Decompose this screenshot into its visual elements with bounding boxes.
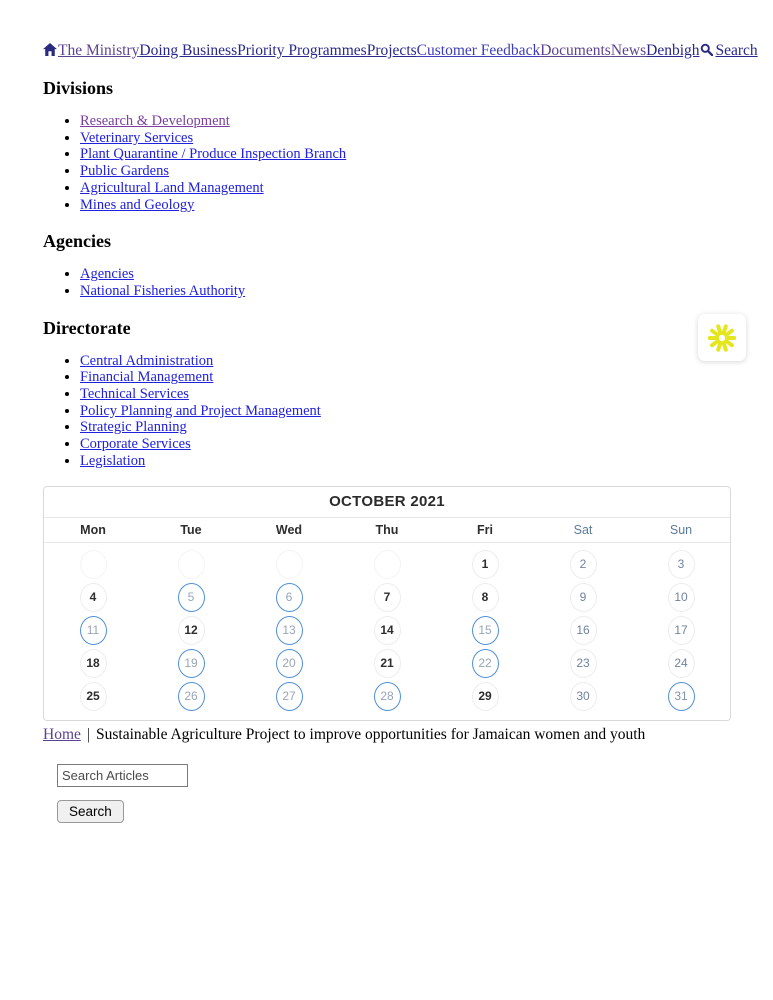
day-4: 4 xyxy=(80,583,107,612)
link-national-fisheries-authority[interactable]: National Fisheries Authority xyxy=(80,282,246,299)
home-icon xyxy=(43,43,57,56)
nav-link-priority-programmes[interactable]: Priority Programmes xyxy=(237,42,367,59)
link-mines-and-geology[interactable]: Mines and Geology xyxy=(80,196,195,213)
link-agricultural-land-management[interactable]: Agricultural Land Management xyxy=(80,179,264,196)
list-item xyxy=(80,386,730,403)
calendar-weekday-header xyxy=(44,518,730,543)
day-22[interactable]: 22 xyxy=(472,649,499,678)
breadcrumb-page-title: Sustainable Agriculture Project to improve opportunities for Jamaican women and youth xyxy=(96,725,646,743)
link-technical-services[interactable]: Technical Services xyxy=(80,386,189,403)
weekday-thu: Thu xyxy=(375,522,399,537)
day-25: 25 xyxy=(80,682,107,711)
link-strategic-planning[interactable]: Strategic Planning xyxy=(80,419,187,436)
list-item xyxy=(80,180,730,197)
calendar-cell xyxy=(534,680,632,713)
nav-link-projects[interactable]: Projects xyxy=(366,42,417,59)
day-1: 1 xyxy=(472,550,499,579)
nav-link-doing-business[interactable]: Doing Business xyxy=(139,42,238,59)
day-28[interactable]: 28 xyxy=(374,682,401,711)
day-23: 23 xyxy=(570,649,597,678)
day-17: 17 xyxy=(668,616,695,645)
calendar-cell xyxy=(338,548,436,581)
section-heading: Directorate xyxy=(43,317,131,338)
calendar-cell xyxy=(632,581,730,614)
nav-link-customer-feedback[interactable]: Customer Feedback xyxy=(416,42,541,59)
calendar-cell xyxy=(436,680,534,713)
day-19[interactable]: 19 xyxy=(178,649,205,678)
nav-link-documents[interactable]: Documents xyxy=(540,42,611,59)
search-icon xyxy=(700,43,713,56)
link-central-administration[interactable]: Central Administration xyxy=(80,352,214,369)
section-link-list xyxy=(43,113,730,213)
day-15[interactable]: 15 xyxy=(472,616,499,645)
calendar-cell xyxy=(338,647,436,680)
day-empty xyxy=(80,550,107,579)
calendar-cell xyxy=(142,548,240,581)
calendar-cell xyxy=(534,548,632,581)
day-2: 2 xyxy=(570,550,597,579)
list-item xyxy=(80,113,730,130)
day-29: 29 xyxy=(472,682,499,711)
link-legislation[interactable]: Legislation xyxy=(80,452,146,469)
day-18: 18 xyxy=(80,649,107,678)
day-7: 7 xyxy=(374,583,401,612)
calendar-cell xyxy=(436,614,534,647)
nav-link-news[interactable]: News xyxy=(610,42,647,59)
day-31[interactable]: 31 xyxy=(668,682,695,711)
calendar-cell xyxy=(436,548,534,581)
calendar-cell xyxy=(142,581,240,614)
day-empty xyxy=(276,550,303,579)
link-plant-quarantine-produce-inspection-branch[interactable]: Plant Quarantine / Produce Inspection Branch xyxy=(80,146,347,163)
calendar-cell xyxy=(44,680,142,713)
nav-link-search[interactable]: Search xyxy=(700,42,758,59)
nav-link-the-ministry[interactable]: The Ministry xyxy=(58,42,140,59)
sections xyxy=(43,78,730,470)
section-heading: Divisions xyxy=(43,78,114,98)
section-divisions xyxy=(43,78,730,213)
day-3: 3 xyxy=(668,550,695,579)
calendar-cell xyxy=(240,548,338,581)
list-item xyxy=(80,419,730,436)
link-financial-management[interactable]: Financial Management xyxy=(80,369,214,386)
section-link-list xyxy=(43,353,730,470)
link-agencies[interactable]: Agencies xyxy=(80,266,134,283)
link-veterinary-services[interactable]: Veterinary Services xyxy=(80,129,194,146)
primary-nav-links xyxy=(58,42,758,59)
link-corporate-services[interactable]: Corporate Services xyxy=(80,436,191,453)
calendar-cell xyxy=(534,647,632,680)
calendar-cell xyxy=(436,581,534,614)
day-20[interactable]: 20 xyxy=(276,649,303,678)
calendar-cell xyxy=(632,614,730,647)
calendar-cell xyxy=(240,581,338,614)
calendar-week-row xyxy=(44,548,730,581)
day-27[interactable]: 27 xyxy=(276,682,303,711)
search-input[interactable] xyxy=(57,764,188,787)
calendar-cell xyxy=(44,581,142,614)
list-item xyxy=(80,436,730,453)
calendar-cell xyxy=(436,647,534,680)
day-14: 14 xyxy=(374,616,401,645)
floating-widget-button[interactable] xyxy=(698,314,746,361)
calendar-cell xyxy=(44,614,142,647)
list-item xyxy=(80,197,730,214)
calendar-cell xyxy=(44,647,142,680)
calendar-cell xyxy=(534,614,632,647)
weekday-fri: Fri xyxy=(477,522,493,537)
calendar-cell xyxy=(142,647,240,680)
day-9: 9 xyxy=(570,583,597,612)
calendar-cell xyxy=(142,614,240,647)
asterisk-icon xyxy=(708,324,736,352)
list-item xyxy=(80,369,730,386)
calendar-week-row xyxy=(44,680,730,713)
day-10: 10 xyxy=(668,583,695,612)
day-empty xyxy=(178,550,205,579)
section-heading: Agencies xyxy=(43,231,111,252)
search-button[interactable]: Search xyxy=(57,800,124,823)
nav-link-denbigh[interactable]: Denbigh xyxy=(646,42,700,59)
calendar-cell xyxy=(632,548,730,581)
calendar-cell xyxy=(338,581,436,614)
list-item xyxy=(80,130,730,147)
day-5[interactable]: 5 xyxy=(178,583,205,612)
list-item xyxy=(80,403,730,420)
day-6[interactable]: 6 xyxy=(276,583,303,612)
weekday-wed: Wed xyxy=(275,522,303,537)
calendar-cell xyxy=(534,581,632,614)
day-26[interactable]: 26 xyxy=(178,682,205,711)
calendar-cell xyxy=(240,614,338,647)
calendar-week-row xyxy=(44,614,730,647)
weekday-mon: Mon xyxy=(80,522,106,537)
list-item xyxy=(80,353,730,370)
calendar-cell xyxy=(632,647,730,680)
calendar-cell xyxy=(44,548,142,581)
weekday-tue: Tue xyxy=(180,522,202,537)
link-policy-planning-and-project-management[interactable]: Policy Planning and Project Management xyxy=(80,402,321,419)
section-link-list xyxy=(43,266,730,299)
list-item xyxy=(80,163,730,180)
list-item xyxy=(80,146,730,163)
day-24: 24 xyxy=(668,649,695,678)
day-11[interactable]: 11 xyxy=(80,616,107,645)
day-empty xyxy=(374,550,401,579)
primary-nav xyxy=(43,42,758,60)
list-item xyxy=(80,266,730,283)
link-public-gardens[interactable]: Public Gardens xyxy=(80,163,169,180)
calendar-cell xyxy=(338,614,436,647)
calendar-week-row xyxy=(44,581,730,614)
breadcrumb-separator: | xyxy=(86,725,90,743)
breadcrumb xyxy=(43,726,730,744)
home-link[interactable]: Home xyxy=(43,725,81,743)
day-8: 8 xyxy=(472,583,499,612)
article-search-form xyxy=(57,764,730,823)
list-item xyxy=(80,453,730,470)
calendar-cell xyxy=(338,680,436,713)
weekday-sun: Sun xyxy=(669,522,693,537)
calendar-title: OCTOBER 2021 xyxy=(44,487,730,518)
weekday-sat: Sat xyxy=(573,522,593,537)
events-calendar xyxy=(43,486,731,721)
calendar-cell xyxy=(142,680,240,713)
day-13[interactable]: 13 xyxy=(276,616,303,645)
link-research-development[interactable]: Research & Development xyxy=(80,113,230,129)
calendar-week-row xyxy=(44,647,730,680)
day-12: 12 xyxy=(178,616,205,645)
calendar-cell xyxy=(632,680,730,713)
list-item xyxy=(80,283,730,300)
day-30: 30 xyxy=(570,682,597,711)
calendar-grid xyxy=(44,543,730,720)
section-agencies xyxy=(43,231,730,299)
calendar-cell xyxy=(240,647,338,680)
day-16: 16 xyxy=(570,616,597,645)
calendar-cell xyxy=(240,680,338,713)
day-21: 21 xyxy=(374,649,401,678)
section-directorate xyxy=(43,318,730,470)
